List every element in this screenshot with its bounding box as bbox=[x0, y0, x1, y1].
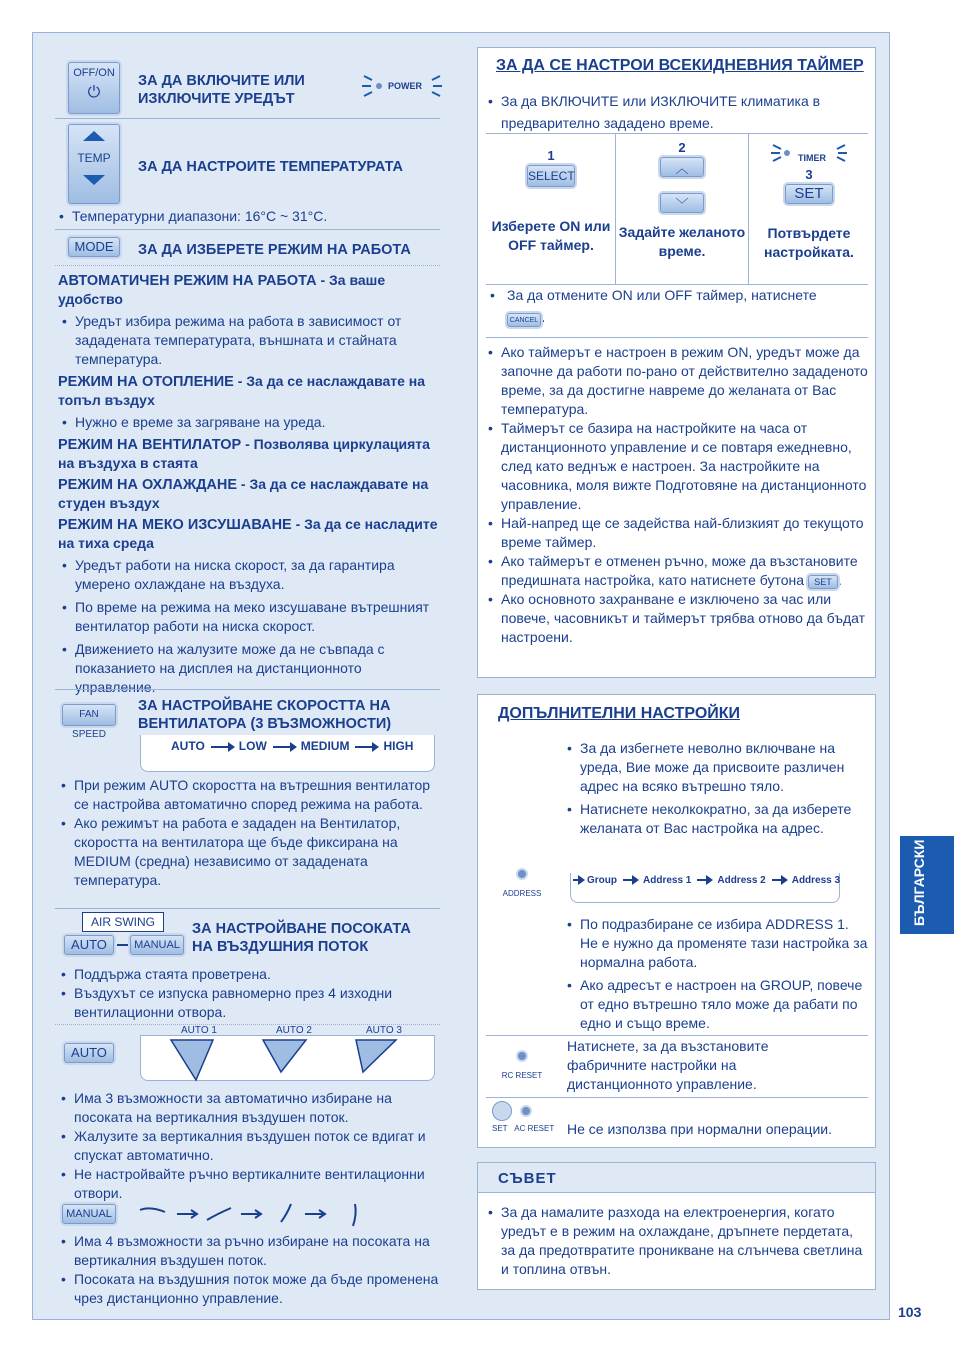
list-item: • Има 4 възможности за ръчно избиране на посоката на вертикалния въздушен поток. bbox=[57, 1232, 440, 1270]
extra-settings-title: ДОПЪЛНИТЕЛНИ НАСТРОЙКИ bbox=[498, 705, 741, 722]
address-2: Address 2 bbox=[717, 875, 766, 886]
fan-speed-medium: MEDIUM bbox=[300, 739, 350, 753]
power-label: POWER bbox=[388, 81, 423, 91]
list-item: • Въздухът се изпуска равномерно през 4 изходни вентилационни отвора. bbox=[57, 984, 440, 1022]
address-button-dot[interactable] bbox=[518, 870, 526, 878]
fan-speed-low: LOW bbox=[238, 739, 267, 753]
arrow-right-icon bbox=[623, 879, 637, 881]
select-button[interactable]: SELECT bbox=[527, 165, 575, 187]
timer-label: TIMER bbox=[798, 153, 826, 163]
tip-panel bbox=[477, 1162, 876, 1290]
page-number: 103 bbox=[898, 1304, 922, 1320]
list-item: • Ако таймерът е отменен ръчно, може да възстановите предишната настройка, като натиснете бутона SET . bbox=[484, 552, 870, 590]
temp-up-icon[interactable] bbox=[83, 131, 105, 141]
list-item: • По време на режима на меко изсушаване вътрешният вентилатор работи на ниска скорост. bbox=[58, 598, 438, 636]
list-item: • Ако основното захранване е изключено за час или повече, часовникът и таймерът трябва отново да бъдат настроени. bbox=[484, 590, 870, 647]
list-item: • Има 3 възможности за автоматично избиране на посоката на вертикалния въздушен поток. bbox=[57, 1089, 440, 1127]
arrow-right-icon bbox=[211, 746, 233, 748]
list-item: • При режим AUTO скоростта на вътрешния вентилатор се настройва автоматично според режима на работа. bbox=[57, 776, 440, 814]
dry-mode-heading: РЕЖИМ НА МЕКО ИЗСУШАВАНЕ bbox=[58, 517, 292, 533]
list-item: • За да ВКЛЮЧИТЕ или ИЗКЛЮЧИТЕ климатика в предварително зададено време. bbox=[484, 90, 869, 134]
fan-speed-sequence bbox=[140, 735, 435, 772]
set-button-inline[interactable]: SET bbox=[808, 575, 838, 589]
ac-reset-text: Не се използва при нормални операции. bbox=[567, 1121, 832, 1137]
arrow-right-icon bbox=[573, 879, 583, 881]
address-1: Address 1 bbox=[643, 875, 692, 886]
tip-header bbox=[478, 1163, 875, 1193]
mode-title: ЗА ДА ИЗБЕРЕТЕ РЕЖИМ НА РАБОТА bbox=[138, 242, 411, 258]
list-item: • Ако таймерът е настроен в режим ON, уредът може да започне да работи по-рано от действително зададеното време, за да достигне навреме до желаната от Вас температура. bbox=[484, 343, 870, 419]
temp-button[interactable]: TEMP bbox=[68, 124, 120, 204]
fan-speed-title: ЗА НАСТРОЙВАНЕ СКОРОСТТА НА ВЕНТИЛАТОРА (3 ВЪЗМОЖНОСТИ) bbox=[138, 698, 392, 732]
list-item: • Жалузите за вертикалния въздушен поток се вдигат и спускат автоматично. bbox=[57, 1127, 440, 1165]
fan-speed-high: HIGH bbox=[383, 739, 414, 753]
language-tab: БЪЛГАРСКИ bbox=[900, 836, 954, 934]
louver-manual-icon bbox=[135, 1200, 375, 1230]
off-on-button[interactable]: OFF/ON ⏻ bbox=[68, 62, 120, 114]
timer-step-3: TIMER 3 SET Потвърдете настройката. bbox=[749, 142, 869, 262]
list-item: • Поддържа стаята проветрена. bbox=[57, 965, 440, 984]
address-3: Address 3 bbox=[791, 875, 841, 886]
power-indicator bbox=[362, 72, 442, 100]
air-swing-label-box: AIR SWING bbox=[82, 912, 164, 932]
set-ac-reset-buttons: SET AC RESET bbox=[492, 1101, 572, 1133]
list-item: • За да избегнете неволно включване на уреда, Вие може да присвоите различен адрес на всяко вътрешно тяло. bbox=[563, 739, 863, 796]
list-item: • За да намалите разхода на електроенергия, когато уредът е в режим на охлаждане, дръпнете пердетата, за да предотвратите проникване на слънчева светлина и топлина отвън. bbox=[484, 1203, 870, 1279]
timer-bullets bbox=[484, 343, 870, 647]
list-item: • Таймерът се базира на настройките на часа от дистанционното управление и се повтаря ежедневно, след като веднъж е настроен. За настройките на часовника, моля вижте Подготовяне на дистанционното управление. bbox=[484, 419, 870, 514]
address-sequence bbox=[570, 873, 840, 903]
air-swing-bullets-3 bbox=[57, 1232, 440, 1308]
tip-bullets bbox=[484, 1203, 870, 1279]
cancel-button[interactable]: CANCEL bbox=[507, 313, 541, 327]
address-bullets-1 bbox=[563, 739, 863, 838]
ac-reset-dot[interactable] bbox=[522, 1107, 530, 1115]
auto-1-label: AUTO 1 bbox=[181, 1025, 217, 1036]
cancel-note: • За да отмените ON или OFF таймер, натиснете CANCEL . bbox=[490, 287, 817, 326]
auto-2-label: AUTO 2 bbox=[276, 1025, 312, 1036]
power-title: ЗА ДА ВКЛЮЧИТЕ ИЛИ ИЗКЛЮЧИТЕ УРЕДЪТ bbox=[138, 73, 305, 107]
air-swing-title: ЗА НАСТРОЙВАНЕ ПОСОКАТА НА ВЪЗДУШНИЯ ПОТОК bbox=[192, 921, 411, 955]
timer-title: ЗА ДА СЕ НАСТРОИ ВСЕКИДНЕВНИЯ ТАЙМЕР bbox=[496, 57, 864, 74]
tip-title: СЪВЕТ bbox=[498, 1170, 557, 1187]
timer-step-1: 1 SELECT Изберете ON или OFF таймер. bbox=[491, 148, 611, 253]
timer-step-2: 2 ︿ ﹀ Задайте желаното време. bbox=[618, 140, 746, 259]
list-item: • Нужно е време за загряване на уреда. bbox=[58, 413, 438, 432]
list-item: • Температурни диапазони: 16°C ~ 31°C. bbox=[55, 207, 440, 226]
power-icon: ⏻ bbox=[87, 84, 101, 101]
heat-mode-heading: РЕЖИМ НА ОТОПЛЕНИЕ bbox=[58, 374, 234, 390]
auto-3-label: AUTO 3 bbox=[366, 1025, 402, 1036]
chevron-down-icon: ﹀ bbox=[675, 197, 689, 212]
mode-button[interactable]: MODE bbox=[68, 237, 120, 257]
swing-auto-button-2[interactable]: AUTO bbox=[64, 1043, 114, 1063]
arrow-right-icon bbox=[355, 746, 377, 748]
time-up-button[interactable] bbox=[660, 157, 704, 177]
manual-swing-positions bbox=[135, 1200, 375, 1230]
arrow-right-icon bbox=[772, 879, 786, 881]
address-button[interactable]: ADDRESS bbox=[496, 865, 548, 898]
air-swing-bullets-2 bbox=[57, 1089, 440, 1203]
set-round-button[interactable] bbox=[492, 1101, 512, 1121]
list-item: • Натиснете неколкократно, за да изберете желаната от Вас настройка на адрес. bbox=[563, 800, 863, 838]
swing-manual-button[interactable]: MANUAL bbox=[130, 935, 184, 955]
mode-section: АВТОМАТИЧЕН РЕЖИМ НА РАБОТА - За ваше удобство • Уредът избира режима на работа в зависимост от зададената температурата, външната и стайната температура. РЕЖИМ НА ОТОПЛЕНИЕ - За да се наслаждавате на топъл въздух • Нужно е време за загряване на уреда. РЕЖИМ НА ВЕНТИЛАТОР - Позволява циркулацията на въздуха в стаята РЕЖИМ НА ОХЛАЖДАНЕ - За да се наслаждавате на студен въздух РЕЖИМ НА МЕКО ИЗСУШАВАНЕ - За да се насладите на тиха среда • Уредът работи на ниска скорост, за да гарантира умерено охлаждане на въздуха. • По време на режима на меко изсушаване вътрешният вентилатор работи на ниска скорост. • Движението на жалузите може да не съвпада с показанието на дисплея на дистанционното управление. bbox=[58, 271, 438, 697]
address-group: Group bbox=[587, 875, 617, 886]
list-item: • Уредът избира режима на работа в зависимост от зададената температурата, външната и стайната температура. bbox=[58, 312, 438, 369]
temp-title: ЗА ДА НАСТРОИТЕ ТЕМПЕРАТУРАТА bbox=[138, 159, 403, 175]
fan-speed-bullets bbox=[57, 776, 440, 890]
chevron-up-icon: ︿ bbox=[675, 161, 689, 176]
list-item: • Посоката на въздушния поток може да бъде променена чрез дистанционно управление. bbox=[57, 1270, 440, 1308]
louver-positions-icon bbox=[141, 1036, 436, 1082]
rc-reset-button[interactable]: RC RESET bbox=[492, 1047, 552, 1080]
extra-settings-panel bbox=[477, 694, 876, 1148]
auto-swing-positions bbox=[140, 1025, 435, 1081]
rc-reset-text: Натиснете, за да възстановите фабричните настройки на дистанционното управление. bbox=[567, 1038, 769, 1092]
swing-auto-button[interactable]: AUTO bbox=[64, 935, 114, 955]
swing-manual-button-2[interactable]: MANUAL bbox=[62, 1204, 116, 1224]
list-item: • Ако режимът на работа е зададен на Вентилатор, скоростта на вентилатора ще бъде фиксирана на MEDIUM (средна) независимо от зададената температура. bbox=[57, 814, 440, 890]
arrow-right-icon bbox=[697, 879, 711, 881]
cool-mode-heading: РЕЖИМ НА ОХЛАЖДАНЕ bbox=[58, 477, 238, 493]
rc-reset-dot[interactable] bbox=[518, 1052, 526, 1060]
list-item: • Не настройвайте ръчно вертикалните вентилационни отвори. bbox=[57, 1165, 440, 1203]
air-swing-bullets-1 bbox=[57, 965, 440, 1022]
list-item: • Най-напред ще се задейства най-близкият до текущото време таймер. bbox=[484, 514, 870, 552]
fan-speed-auto: AUTO bbox=[171, 739, 205, 753]
address-bullets-2 bbox=[563, 915, 868, 1033]
list-item: • Ако адресът е настроен на GROUP, повече от едно вътрешно тяло може да рабати по едно и също време. bbox=[563, 976, 868, 1033]
time-down-button[interactable] bbox=[660, 193, 704, 213]
auto-mode-heading: АВТОМАТИЧЕН РЕЖИМ НА РАБОТА bbox=[58, 273, 317, 289]
list-item: • Движението на жалузите може да не съвпада с показанието на дисплея на дистанционното управление. bbox=[58, 640, 438, 697]
fan-speed-button[interactable]: FAN SPEED bbox=[62, 704, 116, 726]
set-button[interactable]: SET bbox=[785, 184, 833, 204]
list-item: • По подразбиране се избира ADDRESS 1. Не е нужно да променяте тази настройка за нормална работа. bbox=[563, 915, 868, 972]
fan-mode-heading: РЕЖИМ НА ВЕНТИЛАТОР bbox=[58, 437, 242, 453]
list-item: • Уредът работи на ниска скорост, за да гарантира умерено охлаждане на въздуха. bbox=[58, 556, 438, 594]
temp-down-icon[interactable] bbox=[83, 175, 105, 185]
timer-panel bbox=[477, 47, 876, 678]
temp-bullets bbox=[55, 207, 440, 226]
arrow-right-icon bbox=[273, 746, 295, 748]
